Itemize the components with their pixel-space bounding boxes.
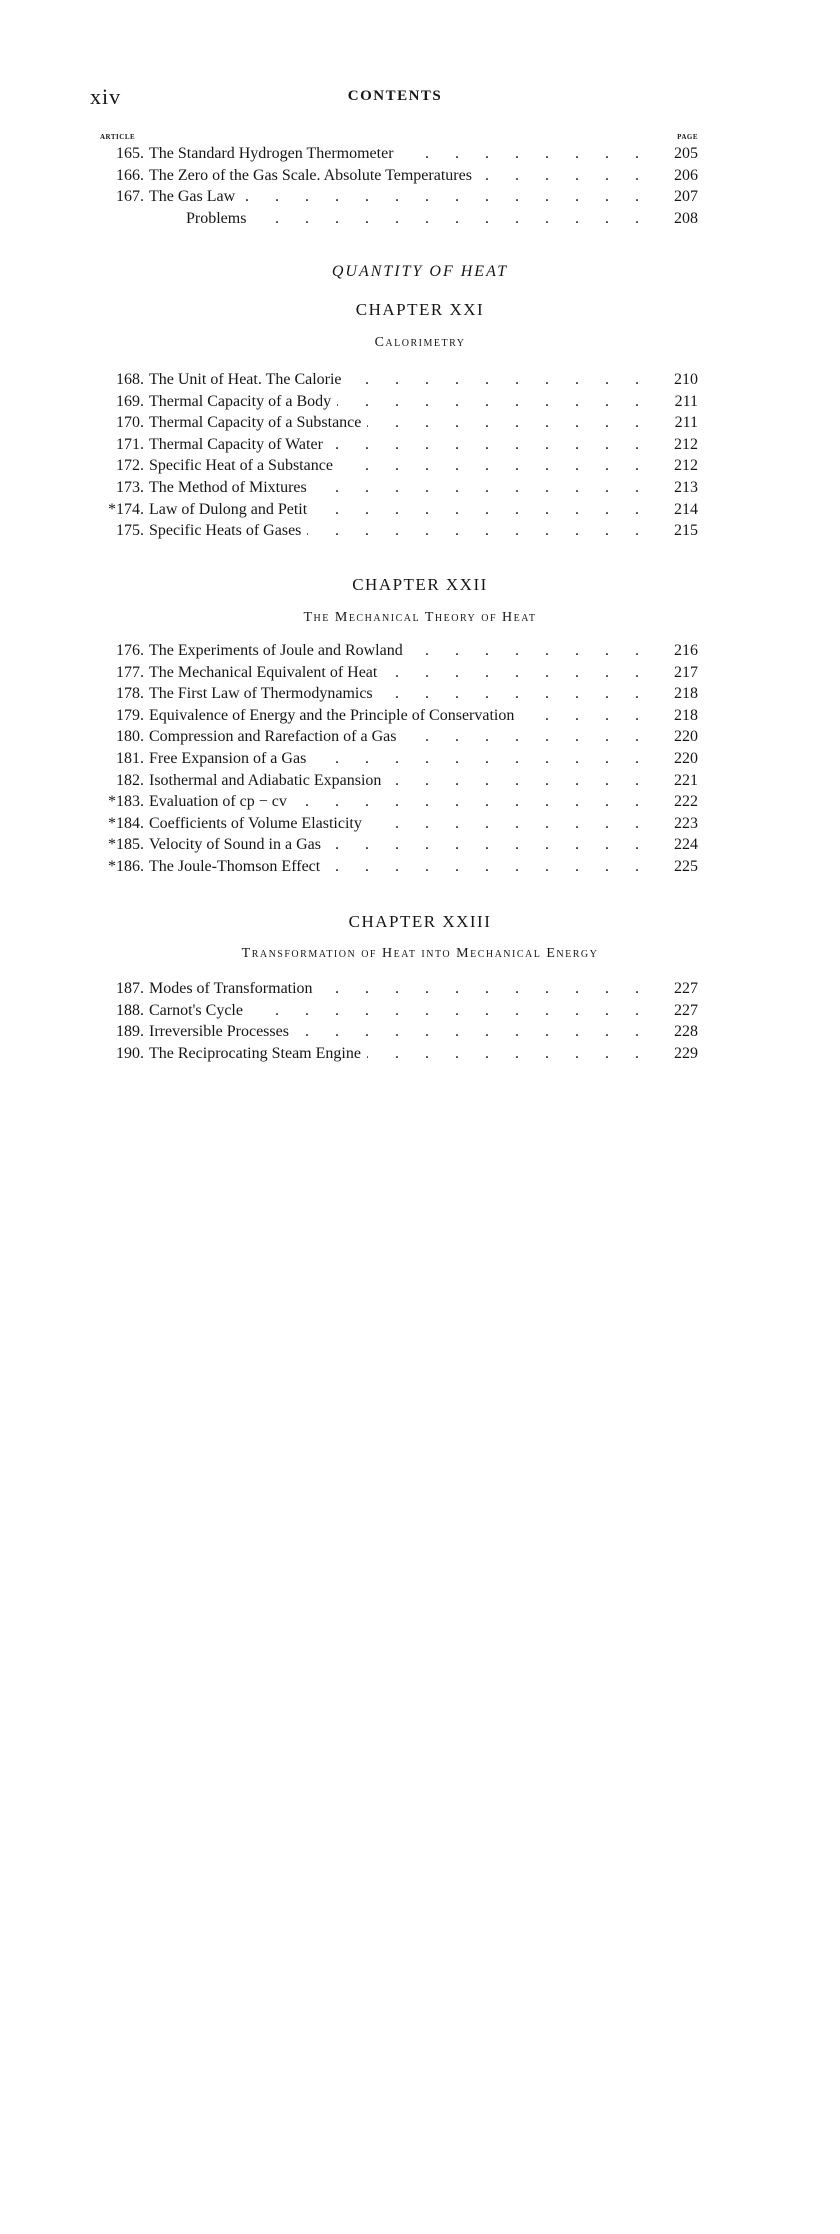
article-number: 175. xyxy=(116,522,144,540)
article-number: 173. xyxy=(116,478,144,496)
page-number: xiv xyxy=(90,84,122,109)
article-number: 170. xyxy=(116,414,144,432)
entry-title: Equivalence of Energy and the Principle of Conservation xyxy=(149,707,520,724)
article-number: 190. xyxy=(116,1044,144,1062)
entry-title-leader xyxy=(149,520,654,542)
entry-title-leader xyxy=(149,455,654,477)
article-number: 168. xyxy=(116,371,144,388)
toc-entry xyxy=(100,391,698,413)
entry-title-leader xyxy=(149,770,654,792)
entry-title: Coefficients of Volume Elasticity xyxy=(149,815,368,832)
toc-entry xyxy=(100,791,698,813)
article-number: 187. xyxy=(116,980,144,997)
page-reference: 216 xyxy=(674,642,698,659)
article-number: *183. xyxy=(108,793,144,811)
toc-entry xyxy=(100,856,698,878)
article-number: 178. xyxy=(116,685,144,703)
entry-title: Thermal Capacity of Water xyxy=(149,436,329,453)
entry-title: The Unit of Heat. The Calorie xyxy=(149,371,348,388)
page-reference: 220 xyxy=(674,728,698,746)
entry-title-leader xyxy=(149,412,654,434)
entry-title: The First Law of Thermodynamics xyxy=(149,685,379,702)
entry-title-leader xyxy=(149,748,654,770)
toc-list-chapter-xxii xyxy=(100,640,698,878)
page-reference: 207 xyxy=(674,188,698,206)
toc-entry xyxy=(100,978,698,1000)
page-reference: 210 xyxy=(674,371,698,388)
toc-entry xyxy=(100,813,698,835)
entry-title-leader xyxy=(149,813,654,835)
page-reference: 208 xyxy=(674,209,698,227)
entry-title: Specific Heats of Gases xyxy=(149,522,307,539)
toc-entry xyxy=(100,520,698,542)
toc-entry xyxy=(100,477,698,499)
entry-title-leader xyxy=(149,856,654,878)
entry-title: Thermal Capacity of a Body xyxy=(149,393,337,410)
article-number: *185. xyxy=(108,836,144,854)
entry-title-leader xyxy=(149,683,654,705)
page-header xyxy=(90,84,700,108)
toc-entry xyxy=(100,1000,698,1022)
toc-list-chapter-xxiii xyxy=(100,978,698,1064)
page-reference: 214 xyxy=(674,500,698,518)
chapter-subtitle-xxi: Calorimetry xyxy=(374,335,466,350)
toc-entry xyxy=(100,1021,698,1043)
toc-list-chapter-xxi xyxy=(100,369,698,542)
entry-title: Law of Dulong and Petit xyxy=(149,501,313,518)
page-reference: 227 xyxy=(674,980,698,997)
running-title: CONTENTS xyxy=(347,88,443,104)
toc-entry xyxy=(100,662,698,684)
entry-title-leader xyxy=(149,978,654,1000)
article-column-head: ARTICLE xyxy=(100,133,136,141)
article-number: 177. xyxy=(116,663,144,681)
entry-title: Free Expansion of a Gas xyxy=(149,750,312,767)
entry-title-leader xyxy=(149,834,654,856)
article-number: 189. xyxy=(116,1023,144,1041)
entry-title: Problems xyxy=(186,210,252,227)
part-title: QUANTITY OF HEAT xyxy=(331,263,509,280)
entry-title: Isothermal and Adiabatic Expansion xyxy=(149,772,387,789)
page-reference: 213 xyxy=(674,478,698,496)
entry-title-leader xyxy=(149,726,654,748)
toc-entry xyxy=(100,369,698,391)
entry-title-leader xyxy=(149,434,654,456)
entry-title: The Gas Law xyxy=(149,188,241,205)
entry-title: The Reciprocating Steam Engine xyxy=(149,1045,367,1062)
entry-title: Irreversible Processes xyxy=(149,1023,295,1040)
entry-title: The Method of Mixtures xyxy=(149,479,313,496)
toc-entry xyxy=(100,434,698,456)
entry-title: Carnot's Cycle xyxy=(149,1002,249,1019)
entry-title: Compression and Rarefaction of a Gas xyxy=(149,728,402,745)
page-reference: 217 xyxy=(674,663,698,681)
toc-entry xyxy=(100,770,698,792)
entry-title: Velocity of Sound in a Gas xyxy=(149,836,327,853)
page-reference: 211 xyxy=(674,414,698,432)
page-reference: 206 xyxy=(674,166,698,184)
article-number: 166. xyxy=(116,166,144,184)
page-column-head: PAGE xyxy=(677,133,698,141)
article-number: 176. xyxy=(116,642,144,659)
article-number: 179. xyxy=(116,706,144,724)
article-number: 165. xyxy=(116,145,144,162)
entry-title: Modes of Transformation xyxy=(149,980,319,997)
entry-title-leader xyxy=(149,662,654,684)
entry-title-leader xyxy=(149,1021,654,1043)
article-number: *174. xyxy=(108,500,144,518)
chapter-subtitle-xxiii: Transformation of Heat into Mechanical Energy xyxy=(241,946,599,961)
chapter-subtitle-xxii: The Mechanical Theory of Heat xyxy=(303,610,537,625)
entry-title-leader xyxy=(149,791,654,813)
article-number: 169. xyxy=(116,392,144,410)
page-reference: 229 xyxy=(674,1044,698,1062)
page-reference: 224 xyxy=(674,836,698,854)
chapter-heading-xxi: CHAPTER XXI xyxy=(355,300,485,319)
toc-entry xyxy=(100,726,698,748)
entry-title-leader xyxy=(149,499,654,521)
toc-entry xyxy=(100,705,698,727)
article-number: 172. xyxy=(116,457,144,475)
entry-title: Thermal Capacity of a Substance xyxy=(149,414,367,431)
article-number: 181. xyxy=(116,749,144,767)
article-number: 171. xyxy=(116,435,144,453)
entry-title-leader xyxy=(149,1000,654,1022)
entry-title-leader xyxy=(186,208,654,230)
entry-title-leader xyxy=(149,1043,654,1065)
article-number: 167. xyxy=(116,188,144,206)
toc-entry xyxy=(100,186,698,208)
toc-entry xyxy=(100,1043,698,1065)
entry-title: Specific Heat of a Substance xyxy=(149,457,339,474)
entry-title-leader xyxy=(149,369,654,391)
entry-title: The Standard Hydrogen Thermometer xyxy=(149,145,400,162)
toc-entry xyxy=(100,165,698,187)
page-reference: 220 xyxy=(674,749,698,767)
page-reference: 222 xyxy=(674,793,698,811)
entry-title-leader xyxy=(149,640,654,662)
entry-title-leader xyxy=(149,143,654,165)
chapter-heading-xxii: CHAPTER XXII xyxy=(352,575,488,594)
page-reference: 212 xyxy=(674,435,698,453)
article-number: *184. xyxy=(108,814,144,832)
chapter-heading-xxiii: CHAPTER XXIII xyxy=(348,912,492,931)
entry-title-leader xyxy=(149,705,654,727)
page-reference: 218 xyxy=(674,685,698,703)
entry-title: The Mechanical Equivalent of Heat xyxy=(149,664,383,681)
toc-entry xyxy=(100,640,698,662)
entry-title-leader xyxy=(149,165,654,187)
article-number: 182. xyxy=(116,771,144,789)
entry-title: The Zero of the Gas Scale. Absolute Temperatures xyxy=(149,167,478,184)
toc-entry xyxy=(100,455,698,477)
toc-entry xyxy=(100,143,698,165)
toc-entry xyxy=(100,748,698,770)
page-reference: 212 xyxy=(674,457,698,475)
page-reference: 205 xyxy=(674,145,698,162)
toc-entry xyxy=(100,208,698,230)
page-reference: 211 xyxy=(674,392,698,410)
toc-entry xyxy=(100,683,698,705)
column-headings xyxy=(100,133,698,143)
entry-title: Evaluation of cp − cv xyxy=(149,793,293,810)
page-reference: 218 xyxy=(674,706,698,724)
page-reference: 215 xyxy=(674,522,698,540)
page-reference: 228 xyxy=(674,1023,698,1041)
toc-entry xyxy=(100,834,698,856)
article-number: 188. xyxy=(116,1001,144,1019)
toc-entry xyxy=(100,499,698,521)
toc-list-intro xyxy=(100,143,698,229)
toc-entry xyxy=(100,412,698,434)
entry-title-leader xyxy=(149,391,654,413)
entry-title-leader xyxy=(149,186,654,208)
entry-title: The Joule-Thomson Effect xyxy=(149,858,326,875)
article-number: 180. xyxy=(116,728,144,746)
article-number: *186. xyxy=(108,857,144,875)
page-reference: 227 xyxy=(674,1001,698,1019)
entry-title: The Experiments of Joule and Rowland xyxy=(149,642,409,659)
page-reference: 223 xyxy=(674,814,698,832)
page-reference: 225 xyxy=(674,857,698,875)
entry-title-leader xyxy=(149,477,654,499)
page-reference: 221 xyxy=(674,771,698,789)
